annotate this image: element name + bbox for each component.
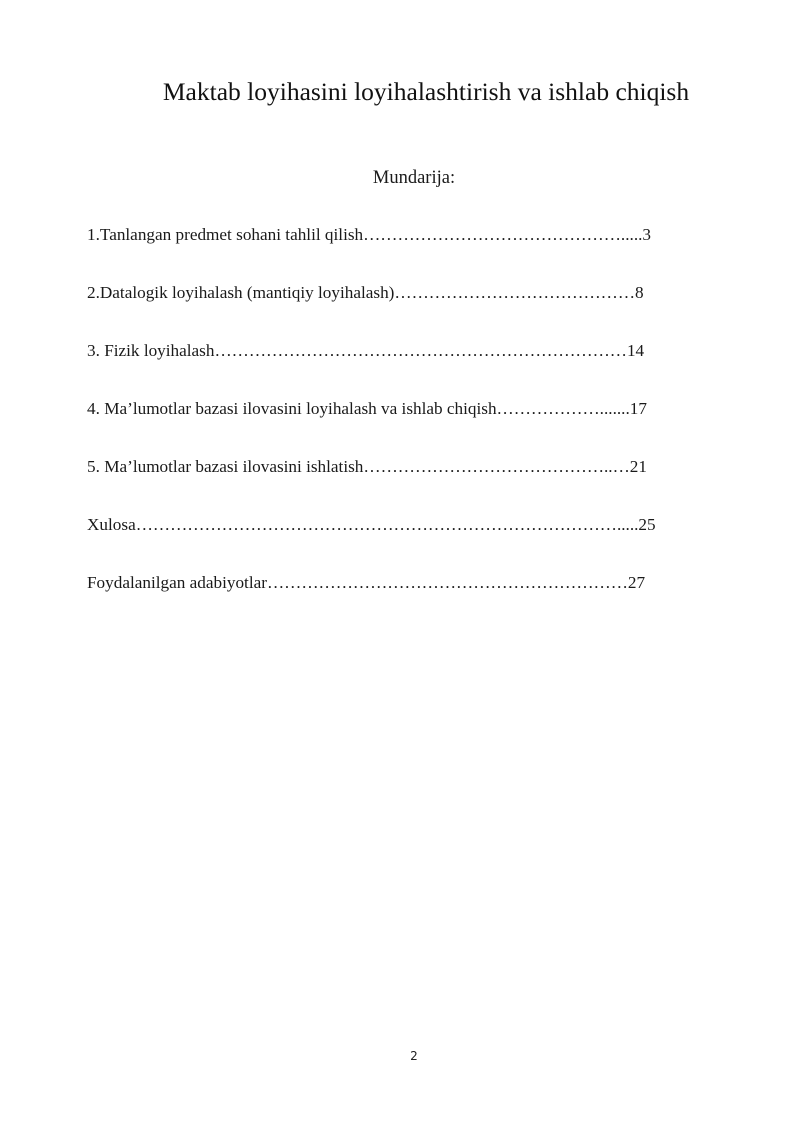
document-title: Maktab loyihasini loyihalashtirish va ishlab chiqish [162,77,690,106]
toc-heading: Mundarija: [372,168,456,188]
table-of-contents [87,221,656,627]
toc-entry-4: 4. Ma’lumotlar bazasi ilovasini loyihalash va ishlab chiqish……………….......17 [87,399,647,418]
toc-entry-5: 5. Ma’lumotlar bazasi ilovasini ishlatish……………………………………..…21 [87,457,647,476]
toc-entry-references: Foydalanilgan adabiyotlar………………………………………………………27 [87,573,646,592]
toc-entry-conclusion: Xulosa………………………………………………………………………….....25 [87,515,656,534]
toc-entry-2: 2.Datalogik loyihalash (mantiqiy loyihalash)……………………………………8 [87,283,644,302]
page-number: 2 [410,1049,418,1063]
toc-entry-1: 1.Tanlangan predmet sohani tahlil qilish……………………………………….....3 [87,225,652,244]
toc-entry-3: 3. Fizik loyihalash………………………………………………………………14 [87,341,645,360]
